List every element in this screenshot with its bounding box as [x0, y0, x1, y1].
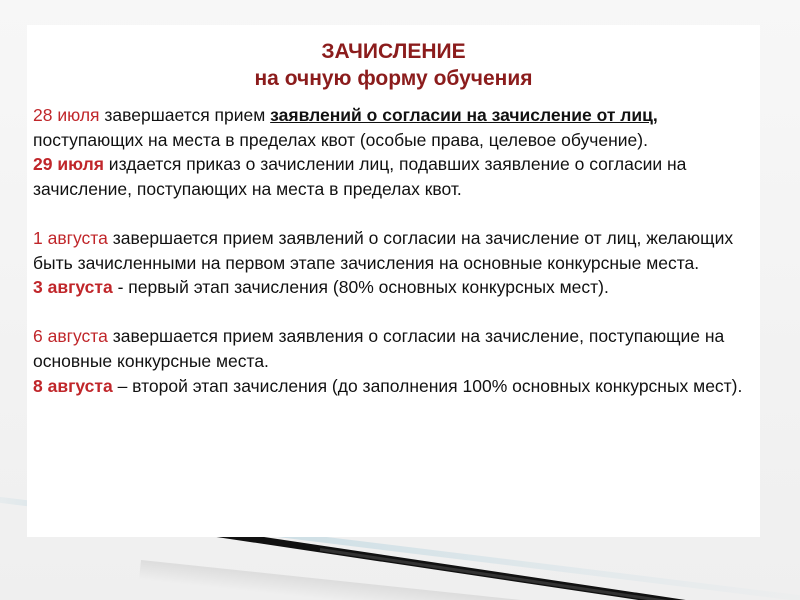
slide-subtitle: на очную форму обучения	[254, 67, 533, 90]
paragraph-text: издается приказ о зачислении лиц, подавших заявление о согласии на зачисление, поступающих на места в пределах квот.	[33, 154, 687, 199]
paragraph-text: завершается прием заявлений о согласии на зачисление от лиц, желающих быть зачисленными на первом этапе зачисления на основные конкурсные места.	[33, 227, 734, 273]
paragraph-text: завершается прием	[99, 105, 271, 125]
body-text	[33, 103, 757, 398]
paragraph-august-6	[33, 324, 757, 373]
content-panel	[27, 25, 760, 537]
paragraph-text: поступающих на места в пределах квот (особые права, целевое обучение).	[33, 129, 648, 150]
date-august-8: 8 августа	[33, 375, 113, 396]
paragraph-emphasis: заявлений о согласии на зачисление от лиц,	[270, 105, 658, 125]
date-august-6: 6 августа	[33, 326, 108, 347]
date-august-3: 3 августа	[33, 277, 113, 298]
date-august-1: 1 августа	[33, 227, 108, 248]
spacer	[33, 201, 757, 226]
paragraph-july-29	[33, 152, 757, 201]
decorative-shadow	[139, 560, 800, 600]
paragraph-august-8	[33, 374, 757, 399]
date-july-29: 29 июля	[33, 154, 104, 175]
spacer	[33, 300, 757, 325]
paragraph-text: завершается прием заявления о согласии на зачисление, поступающие на основные конкурсные места.	[33, 326, 725, 371]
date-july-28: 28 июля	[33, 105, 100, 125]
slide-title: ЗАЧИСЛЕНИЕ	[321, 40, 466, 63]
paragraph-july-28	[33, 103, 757, 152]
paragraph-august-3	[33, 275, 757, 300]
paragraph-text: – второй этап зачисления (до заполнения 100% основных конкурсных мест).	[112, 375, 743, 396]
paragraph-text: - первый этап зачисления (80% основных конкурсных мест).	[112, 277, 609, 298]
paragraph-august-1	[33, 226, 757, 275]
